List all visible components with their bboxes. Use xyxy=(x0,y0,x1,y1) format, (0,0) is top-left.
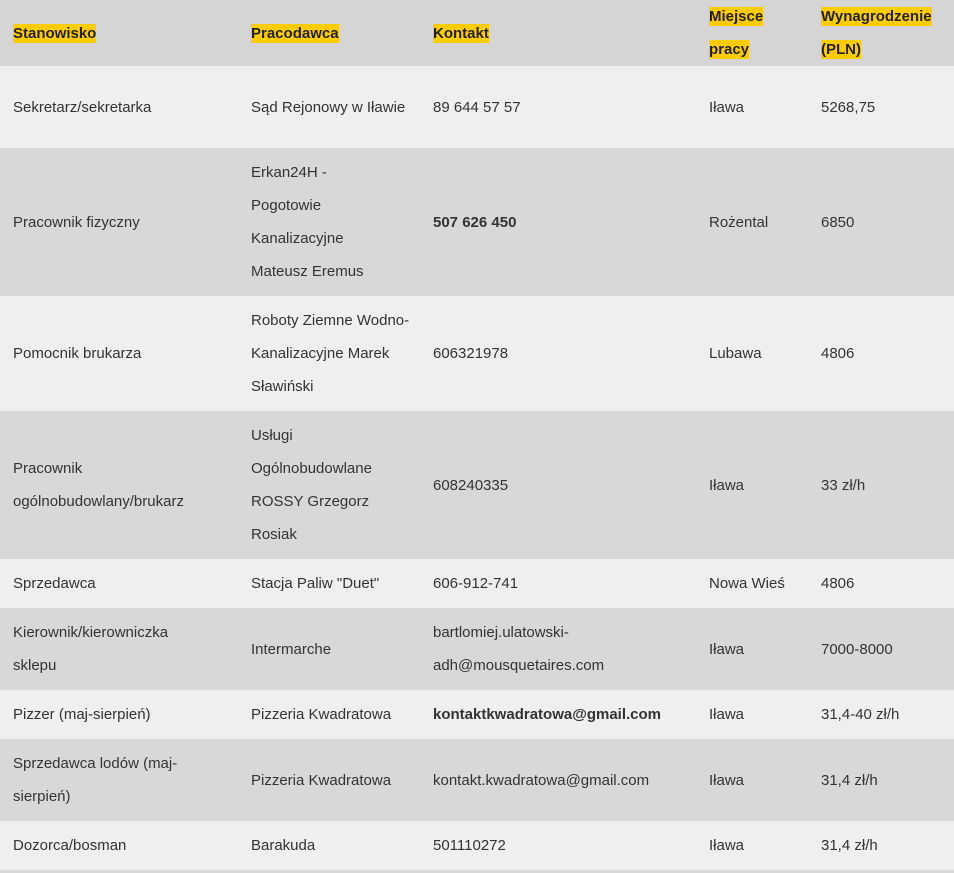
cell-salary: 31,4 zł/h xyxy=(821,837,878,854)
table-row xyxy=(0,559,954,608)
cell-position: Kierownik/kierowniczka sklepu xyxy=(13,624,169,674)
cell-employer: Sąd Rejonowy w Iławie xyxy=(251,98,406,116)
cell-place: Iława xyxy=(709,640,745,658)
cell-place: Iława xyxy=(709,837,745,854)
table-row xyxy=(0,821,954,870)
cell-employer: Pizzeria Kwadratowa xyxy=(251,771,392,789)
cell-employer: Roboty Ziemne Wodno-Kanalizacyjne Marek Sławiński xyxy=(251,312,410,395)
cell-contact: bartlomiej.ulatowski-adh@mousquetaires.com xyxy=(433,624,605,674)
header-row xyxy=(0,0,954,66)
table-row xyxy=(0,739,954,821)
header-position: Stanowisko xyxy=(13,24,97,42)
cell-position: Pomocnik brukarza xyxy=(13,345,142,362)
cell-contact: 501110272 xyxy=(433,837,506,854)
cell-employer: Usługi Ogólnobudowlane ROSSY Grzegorz Rosiak xyxy=(251,427,372,543)
cell-position: Dozorca/bosman xyxy=(13,837,127,854)
cell-employer: Barakuda xyxy=(251,837,316,854)
cell-salary: 6850 xyxy=(821,213,855,231)
cell-salary: 7000-8000 xyxy=(821,640,893,658)
cell-employer: Erkan24H - Pogotowie Kanalizacyjne Mateusz Eremus xyxy=(251,164,364,280)
cell-employer: Stacja Paliw "Duet" xyxy=(251,575,380,592)
cell-place: Rożental xyxy=(709,213,769,231)
cell-place: Iława xyxy=(709,98,745,116)
header-salary: Wynagrodzenie (PLN) xyxy=(821,8,932,58)
cell-contact: 608240335 xyxy=(433,476,509,494)
cell-place: Nowa Wieś xyxy=(709,575,785,592)
cell-position: Pracownik ogólnobudowlany/brukarz xyxy=(13,460,184,510)
cell-contact: kontaktkwadratowa@gmail.com xyxy=(433,706,662,723)
cell-salary: 31,4-40 zł/h xyxy=(821,706,900,723)
cell-position: Pizzer (maj-sierpień) xyxy=(13,706,151,723)
table-row xyxy=(0,296,954,411)
cell-contact: 606321978 xyxy=(433,345,509,362)
table-header xyxy=(0,0,954,66)
table-row xyxy=(0,411,954,559)
cell-contact: 507 626 450 xyxy=(433,213,517,231)
cell-salary: 4806 xyxy=(821,575,855,592)
cell-salary: 31,4 zł/h xyxy=(821,771,878,789)
cell-position: Sprzedawca xyxy=(13,575,96,592)
table-row xyxy=(0,690,954,739)
header-contact: Kontakt xyxy=(433,24,489,42)
cell-place: Iława xyxy=(709,771,745,789)
header-place: Miejsce pracy xyxy=(709,8,764,58)
table-row xyxy=(0,66,954,148)
cell-contact: 606-912-741 xyxy=(433,575,519,592)
cell-place: Lubawa xyxy=(709,345,762,362)
cell-employer: Pizzeria Kwadratowa xyxy=(251,706,392,723)
cell-employer: Intermarche xyxy=(251,640,332,658)
table-row xyxy=(0,608,954,690)
cell-position: Sprzedawca lodów (maj-sierpień) xyxy=(13,755,178,805)
table-row xyxy=(0,148,954,296)
cell-place: Iława xyxy=(709,706,745,723)
cell-position: Sekretarz/sekretarka xyxy=(13,98,152,116)
cell-place: Iława xyxy=(709,476,745,494)
cell-position: Pracownik fizyczny xyxy=(13,213,140,231)
table-body xyxy=(0,66,954,870)
cell-salary: 33 zł/h xyxy=(821,476,866,494)
cell-salary: 5268,75 xyxy=(821,98,876,116)
cell-contact: kontakt.kwadratowa@gmail.com xyxy=(433,771,650,789)
header-employer: Pracodawca xyxy=(251,24,339,42)
cell-salary: 4806 xyxy=(821,345,855,362)
cell-contact: 89 644 57 57 xyxy=(433,98,521,116)
